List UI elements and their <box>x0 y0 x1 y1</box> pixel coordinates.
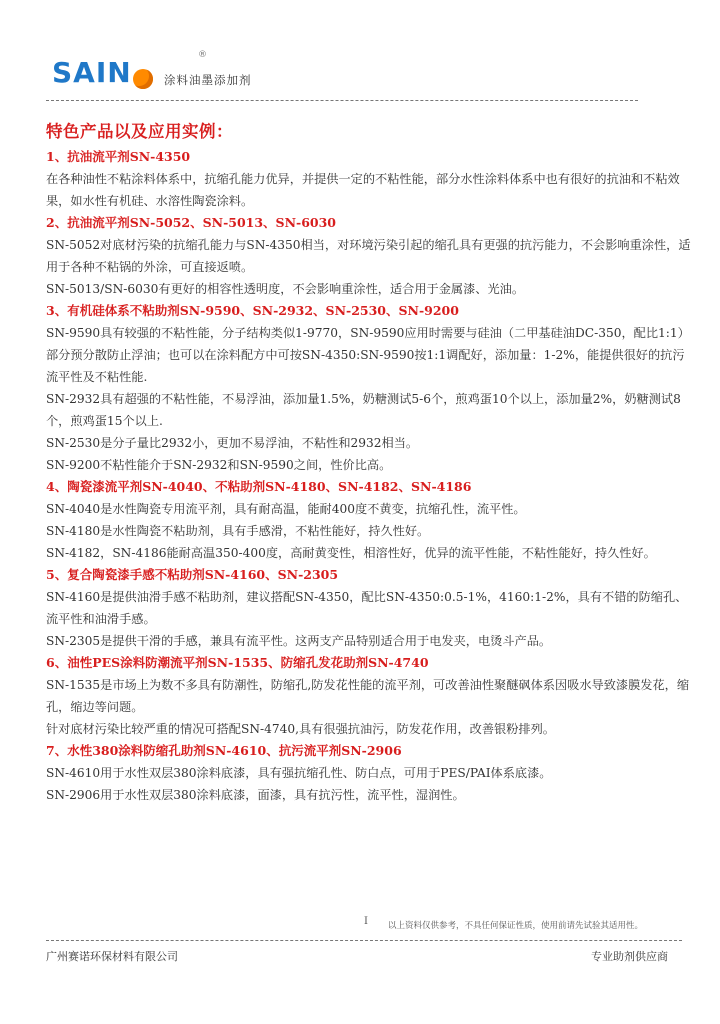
section-paragraph: SN-2530是分子量比2932小，更加不易浮油，不粘性和2932相当。 <box>46 436 419 450</box>
section-paragraph: SN-2932具有超强的不粘性能，不易浮油，添加量1.5%，奶糖测试5-6个，煎鸡蛋10个以上，添加量2%，奶糖测试8个，煎鸡蛋15个以上. <box>46 392 681 428</box>
section-paragraph: 在各种油性不粘涂料体系中，抗缩孔能力优异，并提供一定的不粘性能，部分水性涂料体系中也有很好的抗油和不粘效果，如水性有机硅、水溶性陶瓷涂料。 <box>46 172 680 208</box>
sections-container <box>46 146 694 806</box>
supplier-slogan: 专业助剂供应商 <box>591 950 668 963</box>
section-heading: 2、抗油流平剂SN-5052、SN-5013、SN-6030 <box>46 215 336 230</box>
section-paragraph: 针对底材污染比较严重的情况可搭配SN-4740,具有很强抗油污，防发花作用，改善银粉排列。 <box>46 722 555 736</box>
section-paragraph: SN-4040是水性陶瓷专用流平剂，具有耐高温，能耐400度不黄变，抗缩孔性，流平性。 <box>46 502 526 516</box>
footnote-mark: I <box>364 916 368 927</box>
section-heading: 3、有机硅体系不粘助剂SN-9590、SN-2932、SN-2530、SN-9200 <box>46 303 459 318</box>
logo-orange-o-icon <box>133 69 153 89</box>
footer-divider <box>46 940 682 941</box>
registered-mark: ® <box>198 50 207 60</box>
page-title: 特色产品以及应用实例： <box>46 122 233 141</box>
section-heading: 4、陶瓷漆流平剂SN-4040、不粘助剂SN-4180、SN-4182、SN-4186 <box>46 479 472 494</box>
document-body <box>46 118 694 806</box>
footnote-disclaimer: 以上资料仅供参考，不具任何保证性质，使用前请先试验其适用性。 <box>388 921 644 931</box>
section-paragraph: SN-4180是水性陶瓷不粘助剂，具有手感滑，不粘性能好，持久性好。 <box>46 524 430 538</box>
section-paragraph: SN-4610用于水性双层380涂料底漆，具有强抗缩孔性、防白点，可用于PES/PAI体系底漆。 <box>46 766 552 780</box>
section-paragraph: SN-5013/SN-6030有更好的相容性透明度，不会影响重涂性，适合用于金属漆、光油。 <box>46 282 525 296</box>
header-tagline: 涂料油墨添加剂 <box>164 73 252 87</box>
header-divider <box>46 100 638 101</box>
company-name: 广州赛诺环保材料有限公司 <box>46 950 178 963</box>
saino-logo <box>52 50 207 89</box>
section-heading: 6、油性PES涂料防潮流平剂SN-1535、防缩孔发花助剂SN-4740 <box>46 655 429 670</box>
section-paragraph: SN-4160是提供油滑手感不粘助剂，建议搭配SN-4350，配比SN-4350:0.5-1%，4160:1-2%，具有不错的防缩孔、流平性和油滑手感。 <box>46 590 688 626</box>
section-paragraph: SN-5052对底材污染的抗缩孔能力与SN-4350相当，对环境污染引起的缩孔具有更强的抗污能力，不会影响重涂性，适用于各种不粘锅的外涂，可直接返喷。 <box>46 238 691 274</box>
logo-text: SAIN <box>52 56 132 89</box>
section-paragraph: SN-9590具有较强的不粘性能，分子结构类似1-9770，SN-9590应用时需要与硅油（二甲基硅油DC-350，配比1:1）部分预分散防止浮油；也可以在涂料配方中可按SN-4350:SN-9590按1:1调配好，添加量：1-2%，能提供很好的抗污流平性及不粘性能. <box>46 326 690 384</box>
section-paragraph: SN-9200不粘性能介于SN-2932和SN-9590之间，性价比高。 <box>46 458 392 472</box>
section-paragraph: SN-1535是市场上为数不多具有防潮性，防缩孔,防发花性能的流平剂，可改善油性聚醚砜体系因吸水导致漆膜发花，缩孔，缩边等问题。 <box>46 678 690 714</box>
section-heading: 7、水性380涂料防缩孔助剂SN-4610、抗污流平剂SN-2906 <box>46 743 402 758</box>
section-paragraph: SN-4182，SN-4186能耐高温350-400度，高耐黄变性，相溶性好，优异的流平性能，不粘性能好，持久性好。 <box>46 546 656 560</box>
section-paragraph: SN-2906用于水性双层380涂料底漆，面漆，具有抗污性，流平性，湿润性。 <box>46 788 465 802</box>
section-heading: 1、抗油流平剂SN-4350 <box>46 149 191 164</box>
section-heading: 5、复合陶瓷漆手感不粘助剂SN-4160、SN-2305 <box>46 567 339 582</box>
section-paragraph: SN-2305是提供干滑的手感，兼具有流平性。这两支产品特别适合用于电发夹，电烫斗产品。 <box>46 634 552 648</box>
